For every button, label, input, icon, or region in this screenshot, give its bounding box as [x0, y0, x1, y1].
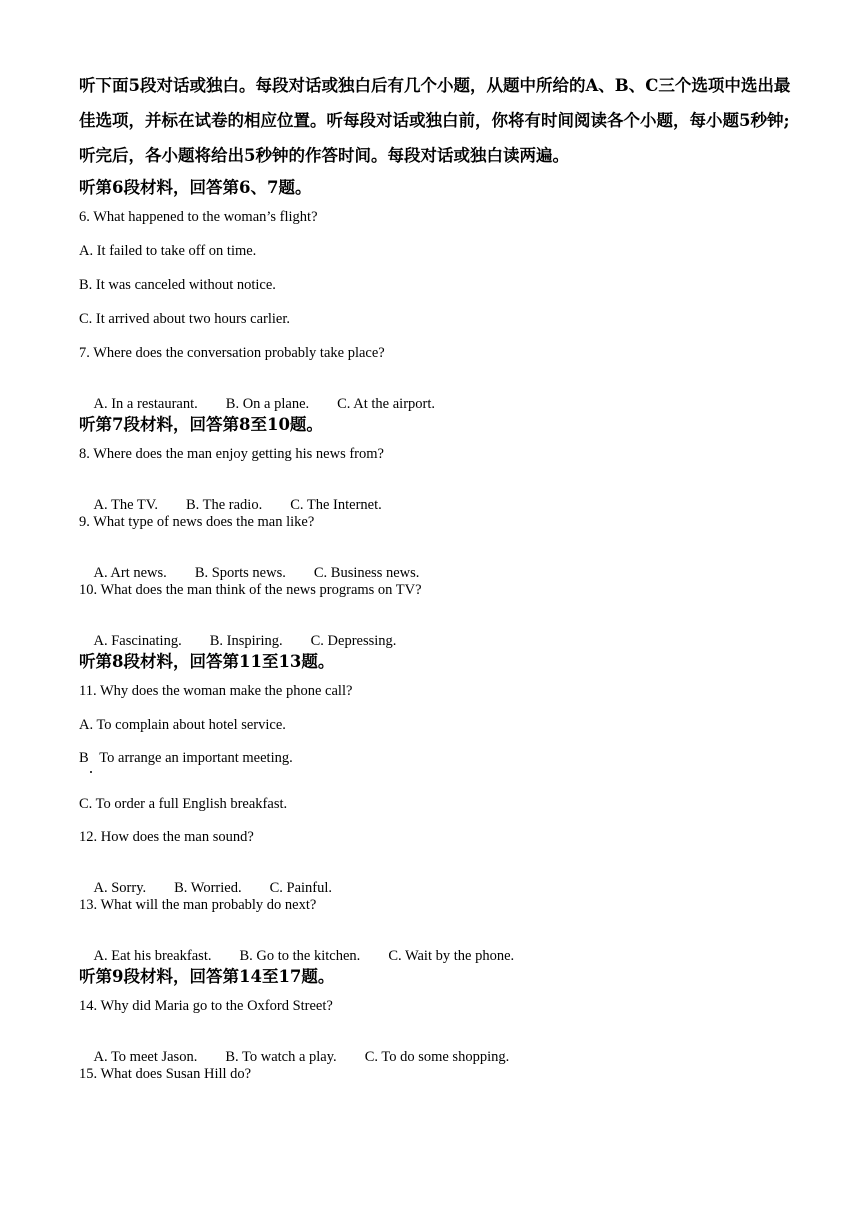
- question-12-stem: 12. How does the man sound?: [79, 829, 254, 845]
- option-b: B. Inspiring.: [209, 633, 283, 649]
- option-c: C. To do some shopping.: [364, 1049, 510, 1065]
- option-c: C. Wait by the phone.: [388, 948, 515, 964]
- option-a: A. Art news.: [93, 565, 167, 581]
- option-b: B. On a plane.: [225, 396, 310, 412]
- option-a: A. Eat his breakfast.: [93, 948, 212, 964]
- question-11-option-a: A. To complain about hotel service.: [79, 717, 286, 733]
- option-a: A. Sorry.: [93, 880, 147, 896]
- option-b: B. Sports news.: [194, 565, 286, 581]
- option-a: A. To meet Jason.: [93, 1049, 198, 1065]
- instructions-paragraph: 听下面5段对话或独白。每段对话或独白后有几个小题，从题中所给的A、B、C三个选项中选出最佳选项，并标在试卷的相应位置。听每段对话或独白前，你将有时间阅读各个小题，每小题5秒钟;听完后，各小题将给出5秒钟的作答时间。每段对话或独白读两遍。: [79, 76, 791, 165]
- question-6-stem: 6. What happened to the woman’s flight?: [79, 209, 318, 225]
- option-b: B. The radio.: [185, 497, 263, 513]
- question-13-stem: 13. What will the man probably do next?: [79, 897, 317, 913]
- option-c: C. Painful.: [269, 880, 333, 896]
- question-6-option-c: C. It arrived about two hours carlier.: [79, 311, 290, 327]
- option-b: B. Worried.: [174, 880, 242, 896]
- question-9-stem: 9. What type of news does the man like?: [79, 514, 315, 530]
- question-8-stem: 8. Where does the man enjoy getting his news from?: [79, 446, 384, 462]
- question-11-stem: 11. Why does the woman make the phone call?: [79, 683, 353, 699]
- option-c: C. At the airport.: [337, 396, 436, 412]
- question-6-option-b: B. It was canceled without notice.: [79, 277, 276, 293]
- question-6-option-a: A. It failed to take off on time.: [79, 243, 257, 259]
- section-heading-8: 听第8段材料，回答第11至13题。: [79, 652, 335, 671]
- question-11-option-b: B To arrange an important meeting.: [79, 750, 293, 766]
- option-a: A. In a restaurant.: [93, 396, 198, 412]
- section-heading-7: 听第7段材料，回答第8至10题。: [79, 415, 323, 434]
- option-b: B. Go to the kitchen.: [239, 948, 361, 964]
- question-15-stem: 15. What does Susan Hill do?: [79, 1066, 252, 1082]
- question-7-stem: 7. Where does the conversation probably take place?: [79, 345, 385, 361]
- option-a: A. The TV.: [93, 497, 158, 513]
- question-14-stem: 14. Why did Maria go to the Oxford Street?: [79, 998, 333, 1014]
- question-11-option-c: C. To order a full English breakfast.: [79, 796, 288, 812]
- section-heading-9: 听第9段材料，回答第14至17题。: [79, 967, 335, 986]
- section-heading-6: 听第6段材料，回答第6、7题。: [79, 178, 312, 197]
- option-c: C. Business news.: [313, 565, 420, 581]
- option-c: C. The Internet.: [290, 497, 382, 513]
- stray-dot: [90, 771, 92, 773]
- option-a: A. Fascinating.: [93, 633, 182, 649]
- option-b: B. To watch a play.: [225, 1049, 337, 1065]
- question-10-stem: 10. What does the man think of the news programs on TV?: [79, 582, 422, 598]
- option-c: C. Depressing.: [310, 633, 397, 649]
